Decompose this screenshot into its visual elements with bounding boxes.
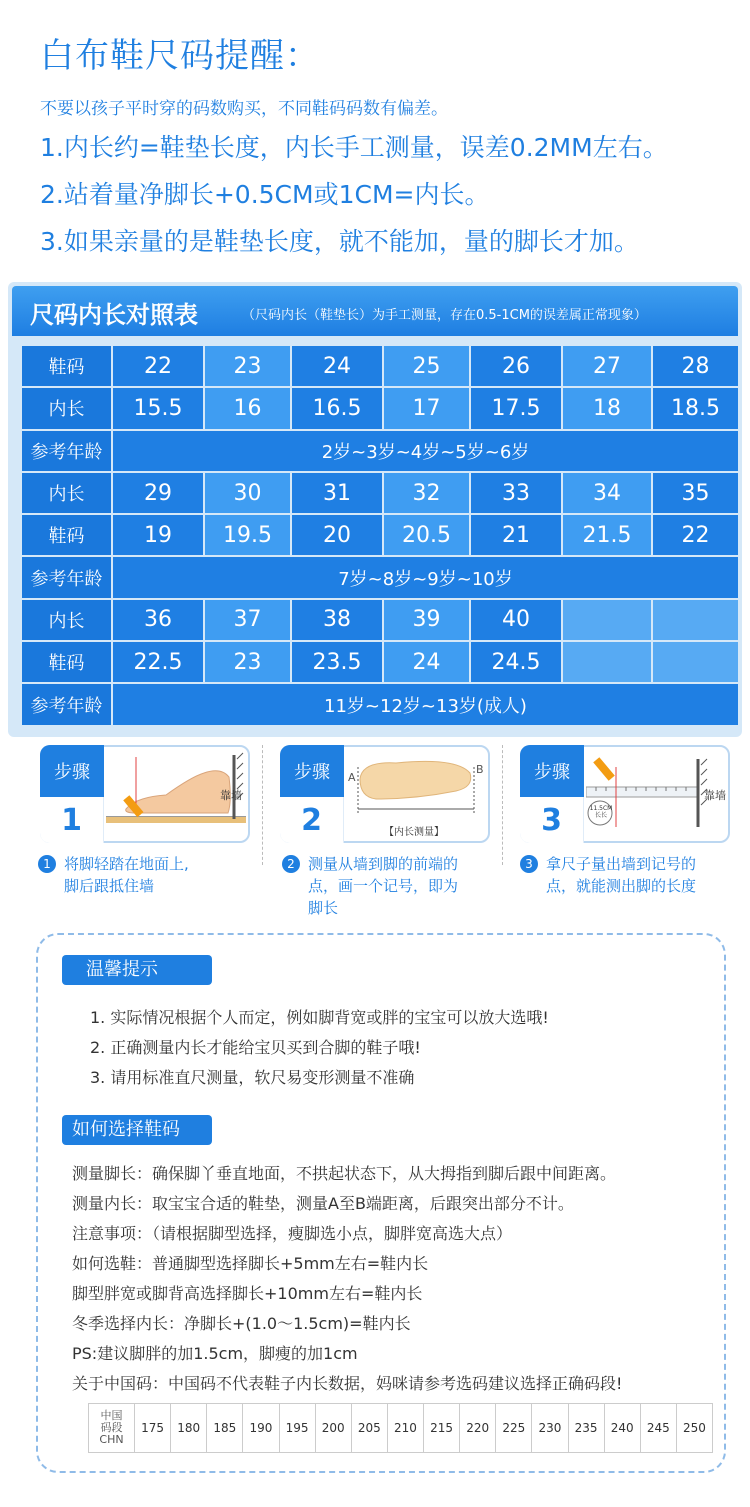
chn-size-cell: 240 <box>605 1404 641 1452</box>
size-cell: 19 <box>113 515 205 557</box>
step-2-badge: 2 <box>282 855 300 873</box>
size-cell: 35 <box>653 473 740 515</box>
tip-item: 2. 正确测量内长才能给宝贝买到合脚的鞋子哦! <box>90 1038 421 1057</box>
size-cell: 27 <box>563 346 653 388</box>
size-cell: 23 <box>205 642 292 684</box>
step-label: 步骤 <box>280 745 344 797</box>
chn-size-cell: 205 <box>352 1404 388 1452</box>
size-chart-grid <box>22 346 740 727</box>
size-cell: 39 <box>384 600 471 642</box>
chn-size-cell: 180 <box>171 1404 207 1452</box>
step-2-instruction: 2 测量从墙到脚的前端的 点，画一个记号，即为 脚长 <box>282 853 458 919</box>
choose-line: 关于中国码：中国码不代表鞋子内长数据，妈咪请参考选码建议选择正确码段! <box>72 1374 623 1393</box>
size-cell: 23.5 <box>292 642 384 684</box>
size-cell: 30 <box>205 473 292 515</box>
age-range: 7岁~8岁~9岁~10岁 <box>113 557 740 599</box>
choose-line: 脚型胖宽或脚背高选择脚长+10mm左右=鞋内长 <box>72 1284 423 1303</box>
size-cell: 24 <box>384 642 471 684</box>
step-number: 2 <box>280 797 344 843</box>
step-1-instruction: 1 将脚轻踏在地面上, 脚后跟抵住墙 <box>38 853 189 897</box>
chn-size-cell: 230 <box>532 1404 568 1452</box>
row-label: 内长 <box>22 473 113 515</box>
measure-steps <box>0 745 750 925</box>
size-chart-row <box>22 431 740 473</box>
chn-size-cell: 200 <box>316 1404 352 1452</box>
size-cell: 16.5 <box>292 388 384 430</box>
rule-2: 2.站着量净脚长+0.5CM或1CM=内长。 <box>40 180 490 209</box>
chn-size-cell: 235 <box>569 1404 605 1452</box>
size-chart-row <box>22 600 740 642</box>
size-chart-row <box>22 684 740 726</box>
step-card-2 <box>280 745 490 843</box>
rule-1: 1.内长约=鞋垫长度，内长手工测量，误差0.2MM左右。 <box>40 133 668 162</box>
rule-3: 3.如果亲量的是鞋垫长度，就不能加，量的脚长才加。 <box>40 227 639 256</box>
row-label: 鞋码 <box>22 515 113 557</box>
choose-line: 测量内长：取宝宝合适的鞋垫，测量A至B端距离，后跟突出部分不计。 <box>72 1194 574 1213</box>
row-label: 参考年龄 <box>22 557 113 599</box>
size-cell: 20.5 <box>384 515 471 557</box>
size-cell: 22.5 <box>113 642 205 684</box>
size-cell: 23 <box>205 346 292 388</box>
header-section <box>0 0 750 280</box>
row-label: 内长 <box>22 388 113 430</box>
size-chart-note: （尺码内长（鞋垫长）为手工测量，存在0.5-1CM的误差属正常现象） <box>242 308 647 323</box>
size-cell <box>653 642 740 684</box>
choose-line: 注意事项：（请根据脚型选择，瘦脚选小点，脚胖宽高选大点） <box>72 1224 513 1243</box>
chn-size-cell: 225 <box>496 1404 532 1452</box>
page-title: 白布鞋尺码提醒： <box>40 36 320 76</box>
size-cell: 31 <box>292 473 384 515</box>
size-cell: 33 <box>471 473 563 515</box>
wall-label: 靠墙 <box>704 789 726 802</box>
size-cell: 38 <box>292 600 384 642</box>
row-label: 内长 <box>22 600 113 642</box>
tip-item: 3. 请用标准直尺测量，软尺易变形测量不准确 <box>90 1068 415 1087</box>
size-cell: 17.5 <box>471 388 563 430</box>
chn-size-cell: 245 <box>641 1404 677 1452</box>
size-cell: 29 <box>113 473 205 515</box>
size-cell: 19.5 <box>205 515 292 557</box>
choose-line: 测量脚长：确保脚丫垂直地面，不拱起状态下，从大拇指到脚后跟中间距离。 <box>72 1164 617 1183</box>
size-chart-row <box>22 557 740 599</box>
size-cell: 16 <box>205 388 292 430</box>
step-number: 1 <box>40 797 104 843</box>
chn-size-cell: 195 <box>280 1404 316 1452</box>
ruler-reading: 11.5CM 长长 <box>589 805 613 819</box>
step-label: 步骤 <box>520 745 584 797</box>
size-cell: 28 <box>653 346 740 388</box>
size-cell: 24 <box>292 346 384 388</box>
size-cell: 36 <box>113 600 205 642</box>
row-label: 参考年龄 <box>22 684 113 726</box>
size-chart-row <box>22 642 740 684</box>
chn-size-cell: 185 <box>207 1404 243 1452</box>
size-cell: 34 <box>563 473 653 515</box>
size-cell <box>563 642 653 684</box>
choose-line: 冬季选择内长：净脚长+(1.0～1.5cm)=鞋内长 <box>72 1314 411 1333</box>
age-range: 11岁~12岁~13岁(成人) <box>113 684 740 726</box>
chn-size-cell: 220 <box>460 1404 496 1452</box>
tips-box <box>36 933 726 1473</box>
chn-size-cell: 250 <box>682 1421 706 1435</box>
row-label: 鞋码 <box>22 642 113 684</box>
chn-size-cell: 190 <box>243 1404 279 1452</box>
size-cell: 17 <box>384 388 471 430</box>
age-range: 2岁~3岁~4岁~5岁~6岁 <box>113 431 740 473</box>
inner-length-label: 【内长测量】 <box>384 827 444 838</box>
chn-header: 中国 码段 CHN <box>89 1404 135 1452</box>
size-cell: 22 <box>653 515 740 557</box>
size-cell: 25 <box>384 346 471 388</box>
size-cell: 15.5 <box>113 388 205 430</box>
size-chart-row <box>22 515 740 557</box>
size-cell: 22 <box>113 346 205 388</box>
size-chart-row <box>22 388 740 430</box>
step-tab-2 <box>280 745 344 843</box>
point-b-label: B <box>476 763 484 776</box>
size-chart-row <box>22 473 740 515</box>
size-cell: 18.5 <box>653 388 740 430</box>
size-cell: 21.5 <box>563 515 653 557</box>
size-cell: 26 <box>471 346 563 388</box>
size-cell <box>563 600 653 642</box>
step-1-badge: 1 <box>38 855 56 873</box>
choose-title: 如何选择鞋码 <box>62 1115 212 1145</box>
step-label: 步骤 <box>40 745 104 797</box>
chn-size-table <box>88 1403 713 1453</box>
size-chart-row <box>22 346 740 388</box>
size-chart <box>8 282 742 737</box>
step-card-3 <box>520 745 730 843</box>
size-cell: 21 <box>471 515 563 557</box>
size-cell: 32 <box>384 473 471 515</box>
point-a-label: A <box>348 771 356 784</box>
wall-label: 靠墙 <box>220 789 242 802</box>
chn-size-cell: 210 <box>388 1404 424 1452</box>
size-warning: 不要以孩子平时穿的码数购买，不同鞋码码数有偏差。 <box>40 99 448 119</box>
size-cell: 20 <box>292 515 384 557</box>
choose-line: PS:建议脚胖的加1.5cm，脚瘦的加1cm <box>72 1344 358 1363</box>
step-tab-1 <box>40 745 104 843</box>
chn-size-cell: 215 <box>424 1404 460 1452</box>
step-tab-3 <box>520 745 584 843</box>
tip-item: 1. 实际情况根据个人而定，例如脚背宽或胖的宝宝可以放大选哦! <box>90 1008 549 1027</box>
tips-title: 温馨提示 <box>62 955 212 985</box>
step-3-badge: 3 <box>520 855 538 873</box>
size-chart-header <box>12 286 738 336</box>
size-cell: 18 <box>563 388 653 430</box>
size-cell: 24.5 <box>471 642 563 684</box>
step-3-instruction: 3 拿尺子量出墙到记号的 点，就能测出脚的长度 <box>520 853 696 897</box>
step-number: 3 <box>520 797 584 843</box>
choose-line: 如何选鞋：普通脚型选择脚长+5mm左右=鞋内长 <box>72 1254 429 1273</box>
divider <box>502 745 503 865</box>
size-cell: 40 <box>471 600 563 642</box>
size-cell <box>653 600 740 642</box>
step-card-1 <box>40 745 250 843</box>
size-cell: 37 <box>205 600 292 642</box>
size-chart-title: 尺码内长对照表 <box>30 301 198 329</box>
row-label: 鞋码 <box>22 346 113 388</box>
row-label: 参考年龄 <box>22 431 113 473</box>
divider <box>262 745 263 865</box>
chn-size-cell: 175 <box>135 1404 171 1452</box>
